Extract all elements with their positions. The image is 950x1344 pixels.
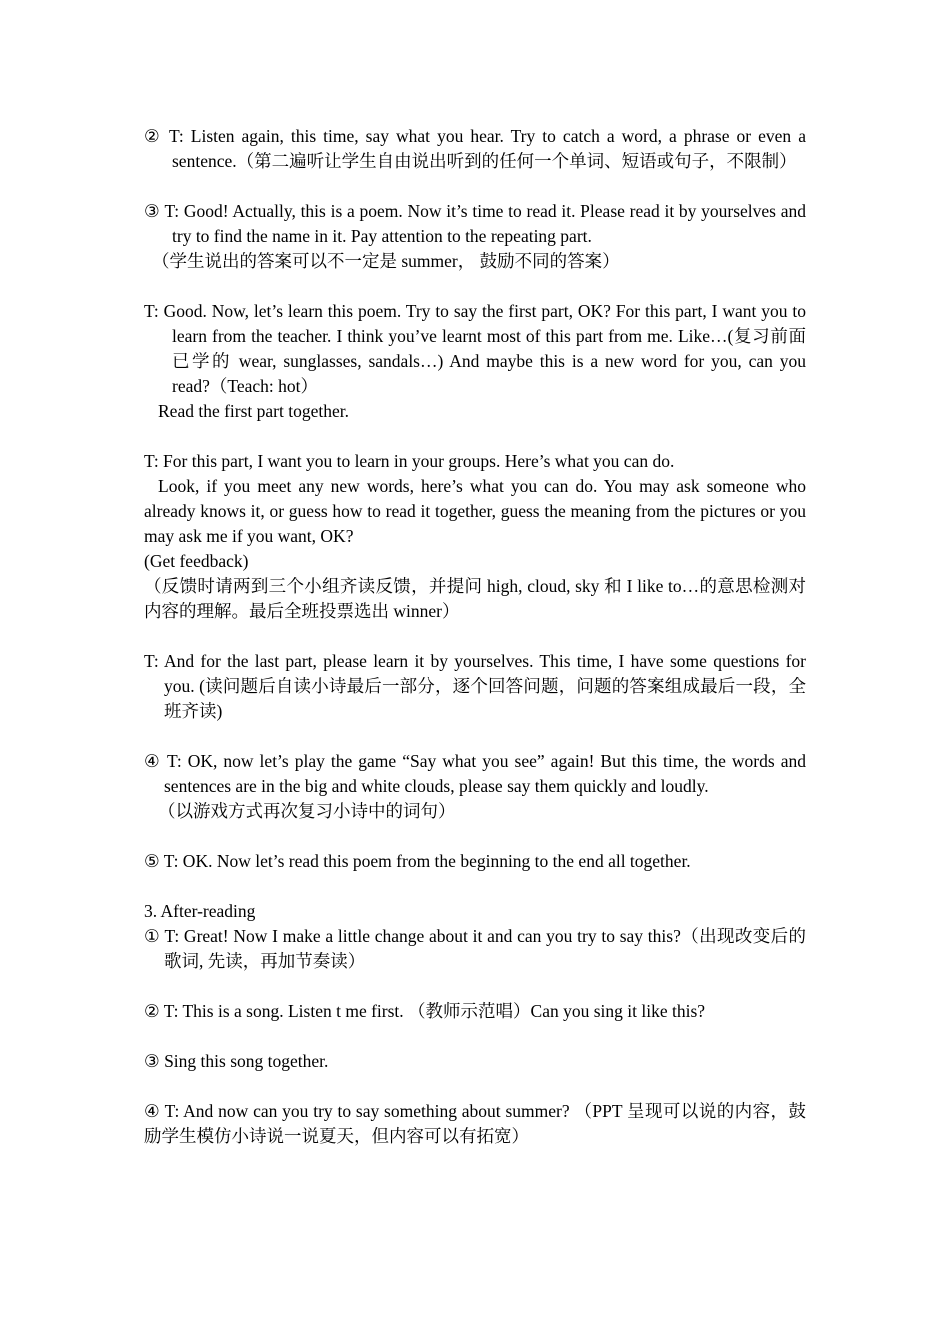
step-2-listen-again: ② T: Listen again, this time, say what you hear. Try to catch a word, a phrase or even a sentence.（第二遍听让学生自由说出听到的任何一个单词、短语或句子，不限制） bbox=[144, 126, 806, 171]
step-3-read-poem: ③ T: Good! Actually, this is a poem. Now it’s time to read it. Please read it by yourselves and try to find the name in it. Pay attention to the repeating part. bbox=[144, 201, 806, 246]
step-4-note: （以游戏方式再次复习小诗中的词句） bbox=[158, 801, 456, 821]
step-5-read-all: ⑤ T: OK. Now let’s read this poem from the beginning to the end all together. bbox=[144, 851, 691, 871]
spacer bbox=[144, 174, 806, 199]
group-learning-intro: T: For this part, I want you to learn in your groups. Here’s what you can do. bbox=[144, 451, 675, 471]
spacer bbox=[144, 724, 806, 749]
document-body bbox=[144, 124, 806, 1149]
after-reading-step-2: ② T: This is a song. Listen t me first. （教师示范唱）Can you sing it like this? bbox=[144, 1001, 706, 1021]
after-reading-step-3: ③ Sing this song together. bbox=[144, 1051, 329, 1071]
spacer bbox=[144, 874, 806, 899]
feedback-note: （反馈时请两到三个小组齐读反馈，并提问 high, cloud, sky 和 I like to…的意思检测对内容的理解。最后全班投票选出 winner） bbox=[144, 576, 806, 621]
step-3-note: （学生说出的答案可以不一定是 summer， 鼓励不同的答案） bbox=[152, 251, 620, 271]
spacer bbox=[144, 624, 806, 649]
learn-first-part: T: Good. Now, let’s learn this poem. Try to say the first part, OK? For this part, I want you to learn from the teacher. I think you’ve learnt most of this part from me. Like…(复习前面已学的 wear, sunglasses, sandals…) And maybe this is a new word for you, can you read?（Teach: hot） bbox=[144, 301, 806, 396]
after-reading-step-4: ④ T: And now can you try to say something about summer? （PPT 呈现可以说的内容，鼓励学生模仿小诗说一说夏天，但内容可以有拓宽） bbox=[144, 1101, 806, 1146]
after-reading-step-1: ① T: Great! Now I make a little change about it and can you try to say this?（出现改变后的歌词, 先读，再加节奏读） bbox=[144, 926, 806, 971]
spacer bbox=[144, 1024, 806, 1049]
group-learning-instructions: Look, if you meet any new words, here’s what you can do. You may ask someone who already knows it, or guess how to read it together, guess the meaning from the pictures or you may ask me if you want, OK? bbox=[144, 476, 806, 546]
spacer bbox=[144, 974, 806, 999]
get-feedback: (Get feedback) bbox=[144, 551, 249, 571]
spacer bbox=[144, 824, 806, 849]
last-part-self-learning: T: And for the last part, please learn it by yourselves. This time, I have some questions for you. (读问题后自读小诗最后一部分，逐个回答问题，问题的答案组成最后一段，全班齐读) bbox=[144, 651, 806, 721]
step-4-game: ④ T: OK, now let’s play the game “Say what you see” again! But this time, the words and sentences are in the big and white clouds, please say them quickly and loudly. bbox=[144, 751, 806, 796]
spacer bbox=[144, 274, 806, 299]
spacer bbox=[144, 1074, 806, 1099]
section-heading-after-reading: 3. After-reading bbox=[144, 901, 256, 921]
spacer bbox=[144, 424, 806, 449]
read-first-part: Read the first part together. bbox=[158, 401, 349, 421]
